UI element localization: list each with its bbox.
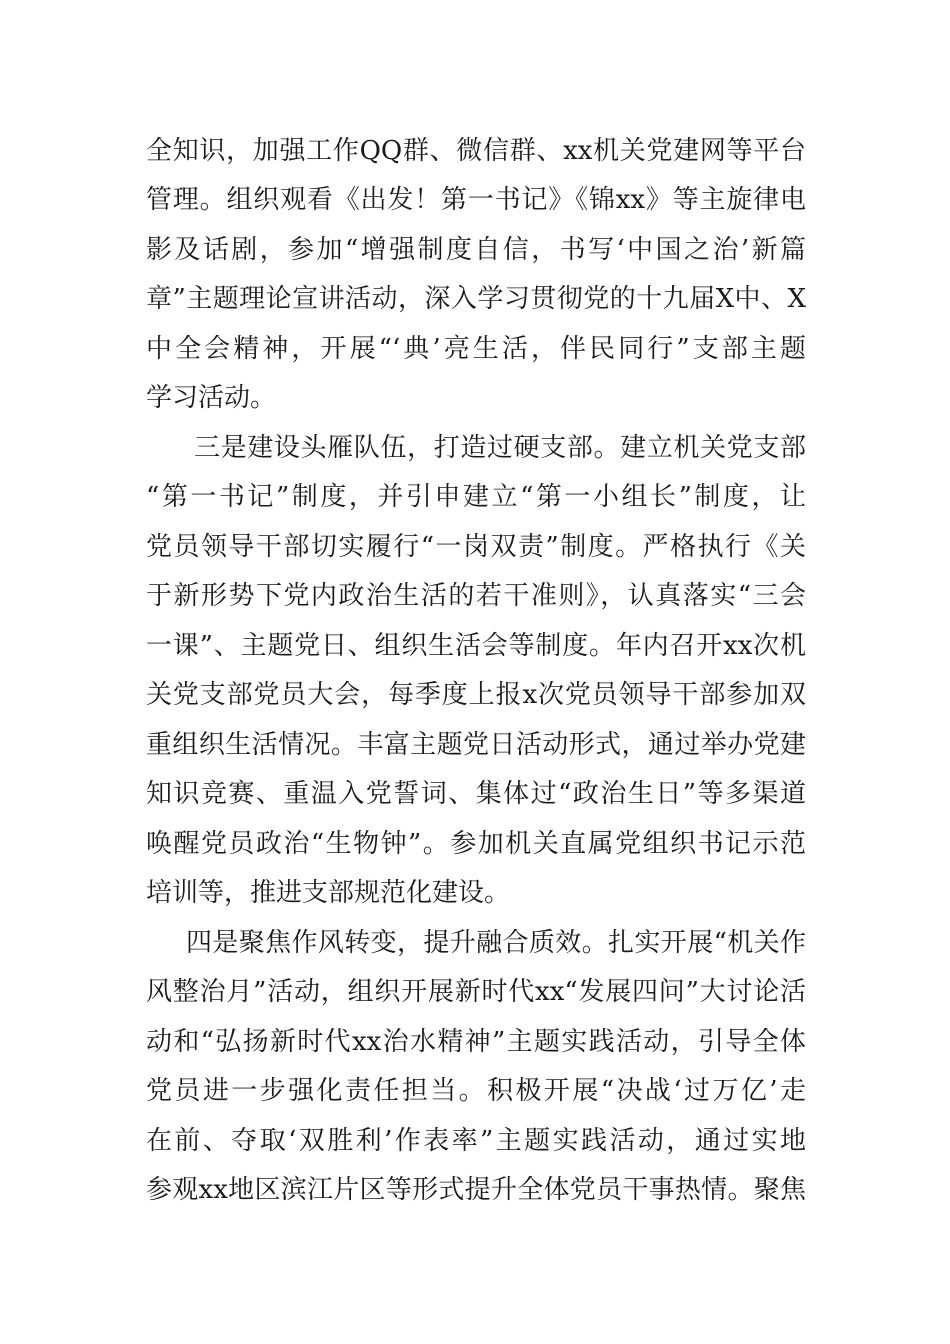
text-line: 管理。组织观看《出发！第一书记》《锦xx》等主旋律电 [146, 185, 806, 215]
text-line: 章”主题理论宣讲活动，深入学习贯彻党的十九届X中、X [146, 284, 806, 314]
text-line: 培训等，推进支部规范化建设。 [146, 878, 511, 908]
text-line: 参观xx地区滨江片区等形式提升全体党员干事热情。聚焦 [146, 1175, 806, 1205]
text-line: 影及话剧，参加“增强制度自信，书写‘中国之治’新篇 [146, 235, 806, 265]
text-line: 在前、夺取‘双胜利’作表率”主题实践活动，通过实地 [146, 1126, 806, 1156]
text-line: 唤醒党员政治“生物钟”。参加机关直属党组织书记示范 [146, 829, 806, 859]
text-line: 党员进一步强化责任担当。积极开展“决战‘过万亿’走 [146, 1076, 806, 1106]
text-line: 一课”、主题党日、组织生活会等制度。年内召开xx次机 [146, 631, 806, 661]
text-line: 党员领导干部切实履行“一岗双责”制度。严格执行《关 [146, 532, 806, 562]
text-line: 重组织生活情况。丰富主题党日活动形式，通过举办党建 [146, 730, 806, 760]
text-line: 中全会精神，开展“‘典’亮生活，伴民同行”支部主题 [146, 334, 806, 364]
paragraph-first-line: 三是建设头雁队伍，打造过硬支部。建立机关党支部 [194, 433, 806, 463]
text-line: 知识竞赛、重温入党誓词、集体过“政治生日”等多渠道 [146, 779, 806, 809]
text-line: “第一书记”制度，并引申建立“第一小组长”制度，让 [146, 482, 806, 512]
text-line: 全知识，加强工作QQ群、微信群、xx机关党建网等平台 [146, 136, 806, 166]
text-line: 动和“弘扬新时代xx治水精神”主题实践活动，引导全体 [146, 1027, 806, 1057]
text-line: 风整治月”活动，组织开展新时代xx“发展四问”大讨论活 [146, 977, 806, 1007]
paragraph-first-line: 四是聚焦作风转变，提升融合质效。扎实开展“机关作 [186, 928, 806, 958]
text-line: 于新形势下党内政治生活的若干准则》，认真落实“三会 [146, 581, 806, 611]
text-line: 学习活动。 [146, 383, 277, 413]
text-line: 关党支部党员大会，每季度上报x次党员领导干部参加双 [146, 680, 806, 710]
